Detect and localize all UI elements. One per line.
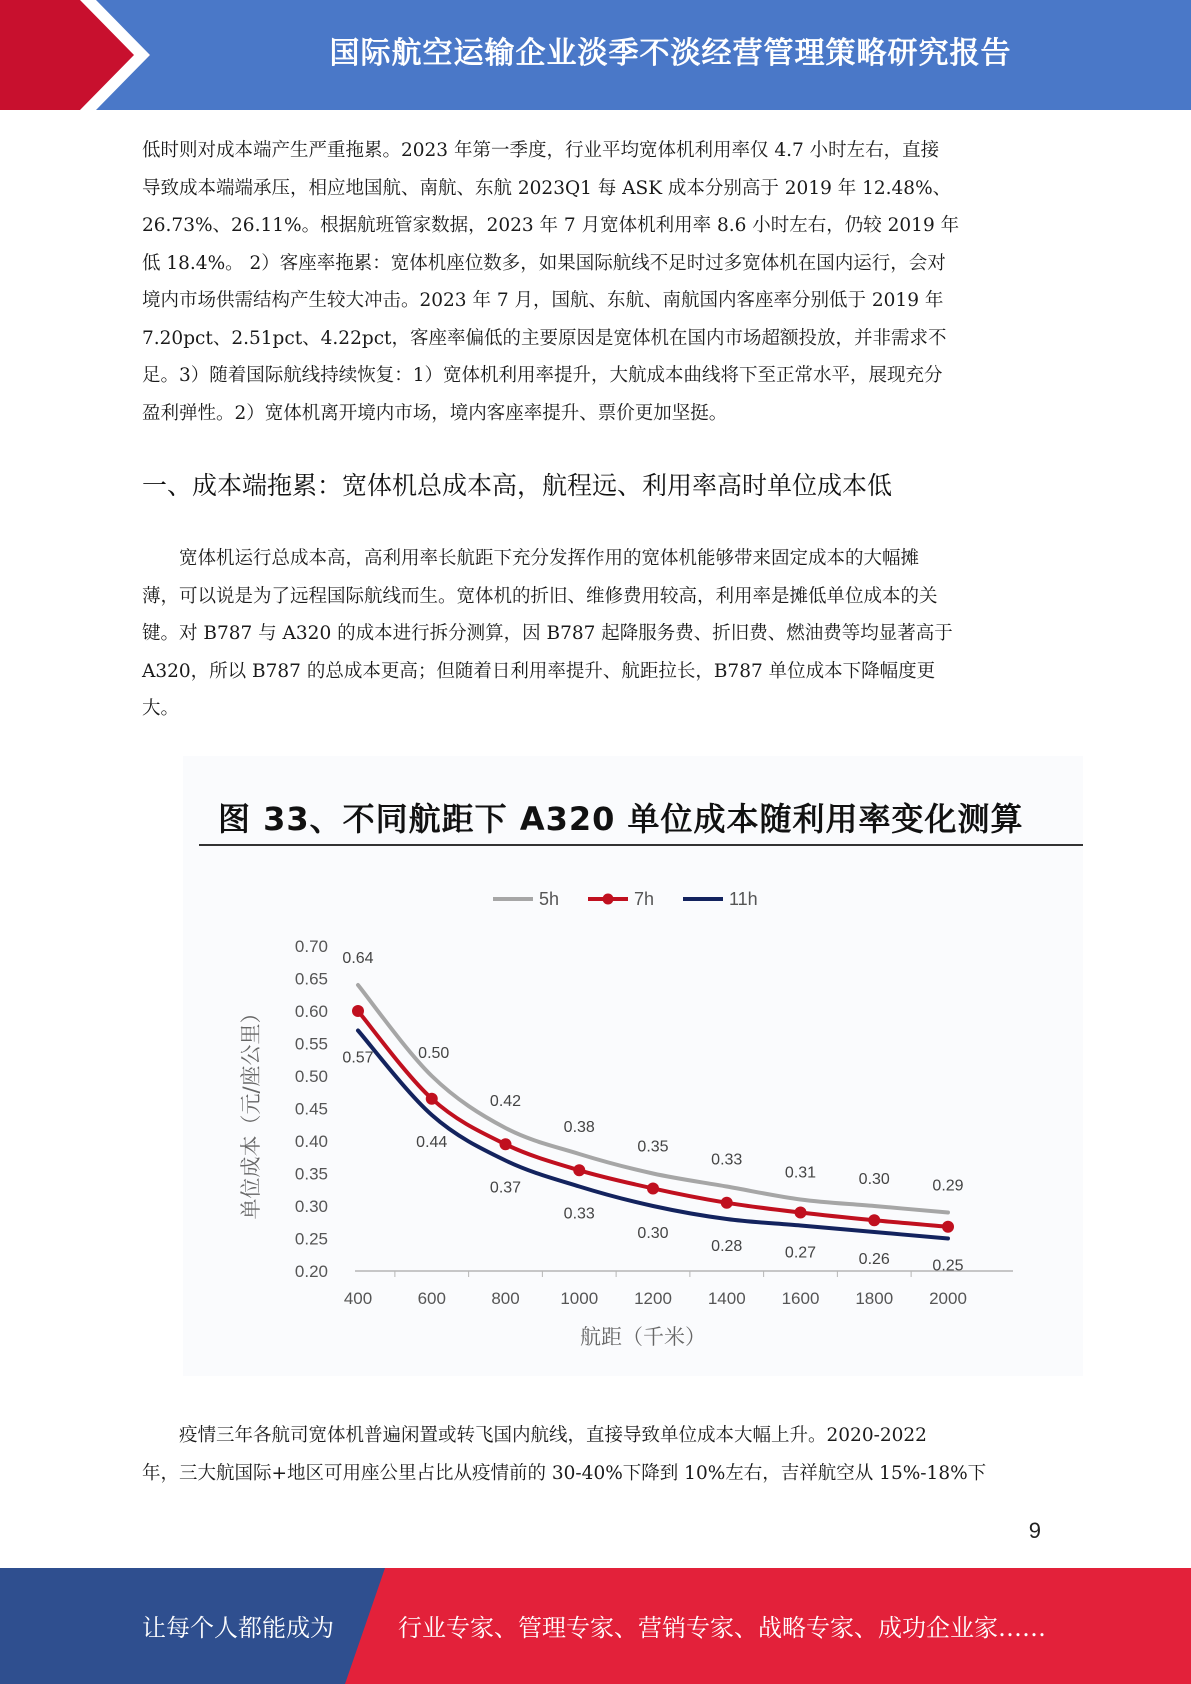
y-tick-label: 0.20	[294, 1262, 328, 1281]
text-line: 大。	[142, 698, 180, 719]
data-point-7h	[942, 1221, 954, 1233]
y-tick-label: 0.45	[294, 1099, 328, 1119]
data-label-5h: 0.29	[932, 1177, 964, 1195]
text-line: 年，三大航国际+地区可用座公里占比从疫情前的 30-40%下降到 10%左右，吉祥航空从 15%-18%下	[142, 1462, 987, 1484]
legend-label-7h: 7h	[634, 889, 655, 909]
text-line: 盈利弹性。2）宽体机离开境内市场，境内客座率提升、票价更加坚挺。	[142, 402, 728, 424]
y-tick-label: 0.60	[294, 1002, 328, 1021]
data-label-5h: 0.30	[858, 1171, 890, 1188]
header-banner	[0, 0, 1191, 110]
x-axis-title: 航距（千米）	[580, 1325, 706, 1349]
page-number: 9	[1028, 1518, 1041, 1543]
data-label-5h: 0.35	[637, 1138, 669, 1156]
legend-label-5h: 5h	[539, 889, 560, 909]
y-tick-label: 0.55	[294, 1034, 328, 1054]
footer-slogan-left: 让每个人都能成为	[142, 1614, 334, 1642]
y-tick-label: 0.25	[294, 1229, 328, 1249]
text-line: 7.20pct、2.51pct、4.22pct，客座率偏低的主要原因是宽体机在国内市场超额投放，并非需求不	[142, 327, 947, 349]
text-line: 导致成本端端承压，相应地国航、南航、东航 2023Q1 每 ASK 成本分别高于 2019 年 12.48%、	[142, 177, 952, 199]
x-tick-label: 1000	[560, 1289, 599, 1308]
data-label-11h: 0.26	[858, 1251, 890, 1268]
data-point-7h	[426, 1093, 438, 1105]
figure-title: 图 33、不同航距下 A320 单位成本随利用率变化测算	[218, 800, 1024, 838]
y-tick-label: 0.40	[294, 1132, 328, 1151]
y-tick-label: 0.70	[294, 937, 328, 956]
data-label-11h: 0.44	[416, 1134, 448, 1151]
x-tick-label: 2000	[929, 1289, 967, 1308]
x-tick-label: 1400	[707, 1289, 746, 1308]
footer-banner	[0, 1568, 1191, 1684]
text-line: 疫情三年各航司宽体机普遍闲置或转飞国内航线，直接导致单位成本大幅上升。2020-2022	[179, 1425, 927, 1446]
closing-paragraph	[142, 1417, 1047, 1492]
legend-marker-7h	[603, 894, 614, 905]
data-point-7h	[573, 1164, 585, 1176]
data-label-5h: 0.33	[711, 1151, 743, 1169]
x-tick-label: 1600	[781, 1289, 820, 1308]
data-label-5h: 0.38	[563, 1119, 595, 1136]
x-tick-label: 600	[417, 1289, 446, 1308]
y-tick-label: 0.50	[294, 1067, 328, 1086]
legend-label-11h: 11h	[729, 889, 758, 909]
figure-33	[183, 756, 1083, 1376]
text-line: 低时则对成本端产生严重拖累。2023 年第一季度，行业平均宽体机利用率仅 4.7 小时左右，直接	[142, 140, 940, 161]
header-arrow-icon	[0, 0, 150, 110]
text-line: 26.73%、26.11%。根据航班管家数据，2023 年 7 月宽体机利用率 8.6 小时左右，仍较 2019 年	[142, 215, 960, 236]
data-label-5h: 0.64	[342, 950, 374, 967]
section-heading: 一、成本端拖累：宽体机总成本高，航程远、利用率高时单位成本低	[142, 471, 893, 500]
y-axis-title: 单位成本（元/座公里）	[239, 1002, 263, 1220]
data-label-11h: 0.37	[489, 1179, 522, 1197]
data-label-5h: 0.50	[418, 1045, 450, 1062]
data-point-7h	[721, 1197, 733, 1209]
data-label-5h: 0.42	[489, 1093, 522, 1110]
data-point-7h	[868, 1214, 880, 1226]
footer-slogan-right: 行业专家、管理专家、营销专家、战略专家、成功企业家……	[398, 1614, 1046, 1642]
text-line: 足。3）随着国际航线持续恢复：1）宽体机利用率提升，大航成本曲线将下至正常水平，展现充分	[142, 365, 943, 386]
x-tick-label: 800	[491, 1289, 520, 1308]
data-label-5h: 0.31	[784, 1164, 817, 1182]
text-line: 低 18.4%。 2）客座率拖累：宽体机座位数多，如果国际航线不足时过多宽体机在国内运行，会对	[142, 252, 946, 274]
section-paragraph	[142, 540, 1047, 728]
text-line: 宽体机运行总成本高，高利用率长航距下充分发挥作用的宽体机能够带来固定成本的大幅摊	[179, 548, 920, 569]
x-tick-label: 400	[343, 1289, 373, 1308]
data-label-11h: 0.25	[932, 1257, 964, 1275]
text-line: 境内市场供需结构产生较大冲击。2023 年 7 月，国航、东航、南航国内客座率分别低于 2019 年	[142, 290, 944, 311]
data-point-7h	[352, 1005, 364, 1017]
x-tick-label: 1200	[634, 1289, 672, 1308]
line-chart	[183, 756, 1083, 1376]
text-line: 薄，可以说是为了远程国际航线而生。宽体机的折旧、维修费用较高，利用率是摊低单位成本的关	[142, 585, 938, 607]
data-point-7h	[647, 1182, 659, 1194]
data-label-11h: 0.33	[563, 1205, 595, 1223]
text-line: 键。对 B787 与 A320 的成本进行拆分测算，因 B787 起降服务费、折旧费、燃油费等均显著高于	[142, 623, 953, 644]
report-title: 国际航空运输企业淡季不淡经营管理策略研究报告	[329, 36, 1012, 71]
data-point-7h	[795, 1207, 807, 1219]
data-label-11h: 0.27	[784, 1244, 817, 1262]
y-tick-label: 0.65	[294, 969, 328, 989]
intro-paragraph	[142, 132, 1047, 432]
data-label-11h: 0.57	[342, 1049, 374, 1067]
text-line: A320，所以 B787 的总成本更高；但随着日利用率提升、航距拉长，B787 单位成本下降幅度更	[142, 660, 936, 682]
y-tick-label: 0.35	[294, 1164, 328, 1184]
y-tick-label: 0.30	[294, 1197, 328, 1216]
x-tick-label: 1800	[855, 1289, 894, 1308]
data-point-7h	[500, 1138, 512, 1150]
data-label-11h: 0.28	[711, 1238, 743, 1255]
data-label-11h: 0.30	[637, 1225, 669, 1242]
